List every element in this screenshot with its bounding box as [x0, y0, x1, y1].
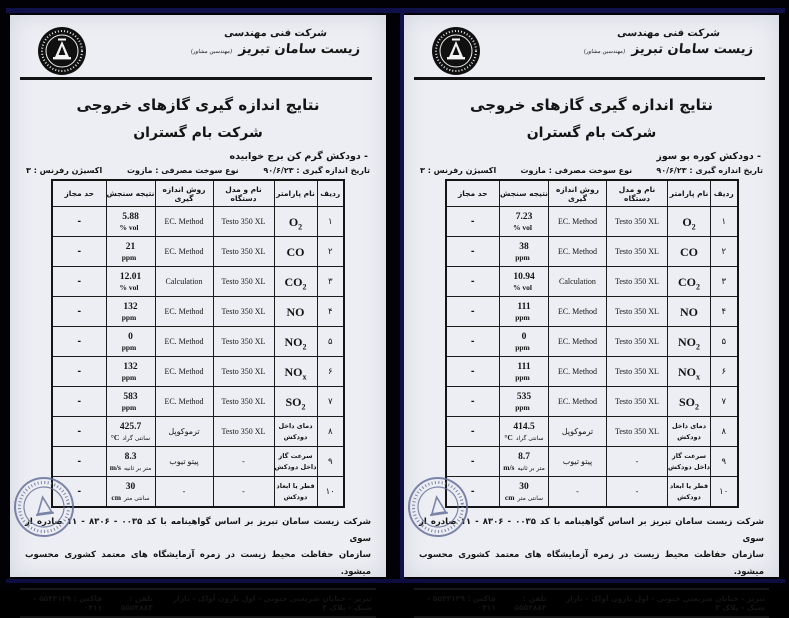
parameter-name: $O_2$ [274, 207, 317, 237]
permissible-limit: - [446, 237, 500, 267]
measurement-result: 21 ppm [106, 237, 155, 267]
measurement-method: EC. Method [549, 387, 607, 417]
device-model: Testo 350 XL [213, 297, 274, 327]
measurement-method: EC. Method [155, 387, 213, 417]
measurement-result: 10.94 % vol [500, 267, 549, 297]
results-table [445, 179, 739, 508]
table-row [52, 297, 344, 327]
measurement-result: 0 ppm [500, 327, 549, 357]
device-model: Testo 350 XL [607, 387, 668, 417]
measurement-result: 111 ppm [500, 357, 549, 387]
measurement-method: ترموکوپل [155, 417, 213, 447]
parameter-name: $CO_2$ [274, 267, 317, 297]
permissible-limit: - [446, 327, 500, 357]
measurement-method: EC. Method [155, 297, 213, 327]
table-row [52, 207, 344, 237]
permissible-limit: - [52, 297, 106, 327]
permissible-limit: - [52, 477, 106, 508]
row-number: ۷ [317, 387, 344, 417]
permissible-limit: - [446, 357, 500, 387]
report-page [404, 15, 779, 613]
zist-saman-stamp-icon [402, 471, 474, 543]
col-header-row-number: ردیف [317, 180, 344, 207]
device-model: Testo 350 XL [213, 387, 274, 417]
measurement-method: پیتو تیوب [155, 447, 213, 477]
permissible-limit: - [446, 447, 500, 477]
parameter-name: دمای داخل دودکش [668, 417, 711, 447]
letterhead [404, 24, 779, 82]
permissible-limit: - [52, 357, 106, 387]
contact-fax: فاکس : ۵۵۴۳۱۲۹ - ۰۴۱۱ [33, 594, 103, 613]
contact-phone: تلفن : ۵۵۵۴۸۸۴ [120, 594, 153, 613]
table-row [446, 327, 738, 357]
permissible-limit: - [52, 327, 106, 357]
measurement-result: 8.3 m/s متر بر ثانیه [106, 447, 155, 477]
table-row [446, 417, 738, 447]
parameter-name: $SO_2$ [668, 387, 711, 417]
measurement-result: 425.7 °C سانتی گراد [106, 417, 155, 447]
parameter-name: $NO_2$ [668, 327, 711, 357]
permissible-limit: - [446, 387, 500, 417]
col-header-result: نتیجه سنجش [500, 180, 549, 207]
table-row [52, 237, 344, 267]
table-row [52, 387, 344, 417]
chimney-label: - دودکش گرم کن برج خوابیده [229, 151, 368, 162]
parameter-name: $CO_2$ [668, 267, 711, 297]
device-model: - [607, 447, 668, 477]
permissible-limit: - [446, 417, 500, 447]
measurement-result: 111 ppm [500, 297, 549, 327]
parameter-name: دمای داخل دودکش [274, 417, 317, 447]
measurement-method: - [155, 477, 213, 508]
device-model: Testo 350 XL [213, 417, 274, 447]
certification-line-1: شرکت زیست سامان تبریز بر اساس گواهینامه با کد ۰۰۳۵ - ۸۳۰۶ - ۱۱ صادره از سوی [25, 517, 371, 544]
row-number: ۹ [317, 447, 344, 477]
measurement-result: 583 ppm [106, 387, 155, 417]
table-row [446, 357, 738, 387]
brand-line-small: (مهندسین مشاور) [583, 49, 626, 55]
parameter-name: $NO_x$ [668, 357, 711, 387]
parameter-name: $NO_x$ [274, 357, 317, 387]
fuel-type: نوع سوخت مصرفی : مازوت [520, 166, 633, 175]
report-title: نتایج اندازه گیری گازهای خروجی [76, 96, 320, 114]
col-header-parameter: نام پارامتر [668, 180, 711, 207]
row-number: ۴ [711, 297, 738, 327]
contact-address: تبریز - خیابان شریعتی جنوبی - اول بارون آواک - بازار شیک - پلاک ۳ [565, 594, 765, 613]
device-model: Testo 350 XL [213, 237, 274, 267]
row-number: ۳ [711, 267, 738, 297]
parameter-name: $SO_2$ [274, 387, 317, 417]
permissible-limit: - [446, 297, 500, 327]
device-model: Testo 350 XL [607, 327, 668, 357]
table-row [52, 417, 344, 447]
permissible-limit: - [446, 477, 500, 508]
permissible-limit: - [446, 207, 500, 237]
measurement-result: 30 cm سانتی متر [500, 477, 549, 508]
col-header-method: روش اندازه گیری [155, 180, 213, 207]
row-number: ۲ [317, 237, 344, 267]
device-model: Testo 350 XL [213, 327, 274, 357]
row-number: ۱ [711, 207, 738, 237]
measurement-method: Calculation [155, 267, 213, 297]
permissible-limit: - [52, 447, 106, 477]
measurement-result: 7.23 % vol [500, 207, 549, 237]
measurement-method: EC. Method [155, 357, 213, 387]
table-header-row [52, 180, 344, 207]
measurement-method: EC. Method [549, 357, 607, 387]
measurement-result: 535 ppm [500, 387, 549, 417]
chimney-label: - دودکش کوره بو سوز [656, 151, 761, 162]
table-row [52, 327, 344, 357]
device-model: Testo 350 XL [607, 297, 668, 327]
zist-saman-seal-icon [431, 26, 481, 76]
measurement-result: 132 ppm [106, 357, 155, 387]
client-company-name: شرکت بام گستران [526, 125, 657, 141]
device-model: Testo 350 XL [607, 237, 668, 267]
brand-line-small: (مهندسین مشاور) [190, 49, 233, 55]
row-number: ۴ [317, 297, 344, 327]
measurement-date: تاریخ اندازه گیری : ۹۰/۶/۲۳ [656, 166, 763, 175]
device-model: Testo 350 XL [607, 267, 668, 297]
col-header-device: نام و مدل دستگاه [607, 180, 668, 207]
table-row [446, 387, 738, 417]
table-row [52, 267, 344, 297]
parameter-name: CO [668, 237, 711, 267]
zist-saman-stamp-icon [8, 471, 80, 543]
zist-saman-seal-icon [37, 26, 87, 76]
table-row [446, 447, 738, 477]
brand-line-top: شرکت فنی مهندسی [616, 28, 721, 39]
permissible-limit: - [52, 417, 106, 447]
device-model: Testo 350 XL [607, 357, 668, 387]
row-number: ۸ [711, 417, 738, 447]
company-brand-block [191, 28, 360, 57]
measurement-method: - [549, 477, 607, 508]
table-row [446, 207, 738, 237]
measurement-meta-row [404, 166, 779, 175]
measurement-method: EC. Method [549, 297, 607, 327]
parameter-name: $NO_2$ [274, 327, 317, 357]
measurement-method: EC. Method [549, 327, 607, 357]
row-number: ۶ [711, 357, 738, 387]
row-number: ۲ [711, 237, 738, 267]
measurement-meta-row [10, 166, 386, 175]
client-company-name: شرکت بام گستران [133, 125, 263, 141]
brand-line-main: زیست سامان تبریز [237, 42, 361, 57]
contact-phone: تلفن : ۵۵۵۴۸۸۴ [514, 594, 547, 613]
certification-line-2: سازمان حفاظت محیط زیست در زمره آزمایشگاه های معتمد کشوری محسوب میشود. [25, 550, 371, 577]
parameter-name: CO [274, 237, 317, 267]
parameter-name: قطر یا ابعاد دودکش [274, 477, 317, 508]
row-number: ۵ [711, 327, 738, 357]
contact-address: تبریز - خیابان شریعتی جنوبی - اول بارون آواک - بازار شیک - پلاک ۳ [172, 594, 372, 613]
parameter-name: $O_2$ [668, 207, 711, 237]
measurement-result: 132 ppm [106, 297, 155, 327]
measurement-method: Calculation [549, 267, 607, 297]
device-model: Testo 350 XL [607, 417, 668, 447]
permissible-limit: - [52, 387, 106, 417]
oxygen-reference: اکسیژن رفرنس : ۳ [26, 166, 103, 175]
letterhead [10, 24, 386, 82]
table-row [446, 297, 738, 327]
device-model: Testo 350 XL [213, 207, 274, 237]
certification-line-2: سازمان حفاظت محیط زیست در زمره آزمایشگاه های معتمد کشوری محسوب میشود. [419, 550, 764, 577]
measurement-result: 8.7 m/s متر بر ثانیه [500, 447, 549, 477]
measurement-result: 5.88 % vol [106, 207, 155, 237]
measurement-date: تاریخ اندازه گیری : ۹۰/۶/۲۳ [263, 166, 370, 175]
contact-bar [20, 588, 376, 618]
table-row [446, 477, 738, 508]
device-model: Testo 350 XL [607, 207, 668, 237]
col-header-device: نام و مدل دستگاه [213, 180, 274, 207]
table-row [446, 237, 738, 267]
device-model: - [213, 447, 274, 477]
parameter-name: NO [274, 297, 317, 327]
row-number: ۱۰ [711, 477, 738, 508]
contact-fax: فاکس : ۵۵۴۳۱۲۹ - ۰۴۱۱ [427, 594, 496, 613]
device-model: - [213, 477, 274, 508]
measurement-method: ترموکوپل [549, 417, 607, 447]
header-rule [414, 77, 765, 80]
results-table [51, 179, 345, 508]
table-row [446, 267, 738, 297]
col-header-method: روش اندازه گیری [549, 180, 607, 207]
row-number: ۷ [711, 387, 738, 417]
measurement-method: EC. Method [155, 237, 213, 267]
oxygen-reference: اکسیژن رفرنس : ۳ [420, 166, 497, 175]
permissible-limit: - [52, 207, 106, 237]
parameter-name: سرعت گاز داخل دودکش [274, 447, 317, 477]
table-row [52, 357, 344, 387]
device-model: - [607, 477, 668, 508]
row-number: ۱ [317, 207, 344, 237]
measurement-method: EC. Method [549, 207, 607, 237]
measurement-result: 38 ppm [500, 237, 549, 267]
parameter-name: NO [668, 297, 711, 327]
table-row [52, 447, 344, 477]
permissible-limit: - [52, 267, 106, 297]
row-number: ۹ [711, 447, 738, 477]
certification-line-1: شرکت زیست سامان تبریز بر اساس گواهینامه با کد ۰۰۳۵ - ۸۳۰۶ - ۱۱ صادره از سوی [419, 517, 765, 544]
measurement-result: 414.5 °C سانتی گراد [500, 417, 549, 447]
report-page [10, 15, 386, 613]
table-row [52, 477, 344, 508]
report-title: نتایج اندازه گیری گازهای خروجی [470, 96, 713, 114]
measurement-result: 0 ppm [106, 327, 155, 357]
permissible-limit: - [52, 237, 106, 267]
measurement-method: پیتو تیوب [549, 447, 607, 477]
col-header-parameter: نام پارامتر [274, 180, 317, 207]
company-brand-block [584, 28, 753, 57]
contact-bar [414, 588, 769, 618]
row-number: ۸ [317, 417, 344, 447]
permissible-limit: - [446, 267, 500, 297]
fuel-type: نوع سوخت مصرفی : مازوت [126, 166, 239, 175]
row-number: ۳ [317, 267, 344, 297]
row-number: ۵ [317, 327, 344, 357]
row-number: ۱۰ [317, 477, 344, 508]
measurement-method: EC. Method [155, 327, 213, 357]
device-model: Testo 350 XL [213, 357, 274, 387]
col-header-limit: حد مجاز [446, 180, 500, 207]
col-header-result: نتیجه سنجش [106, 180, 155, 207]
col-header-limit: حد مجاز [52, 180, 106, 207]
device-model: Testo 350 XL [213, 267, 274, 297]
col-header-row-number: ردیف [711, 180, 738, 207]
parameter-name: قطر یا ابعاد دودکش [668, 477, 711, 508]
measurement-result: 30 cm سانتی متر [106, 477, 155, 508]
table-header-row [446, 180, 738, 207]
brand-line-main: زیست سامان تبریز [630, 42, 754, 57]
row-number: ۶ [317, 357, 344, 387]
measurement-method: EC. Method [155, 207, 213, 237]
brand-line-top: شرکت فنی مهندسی [223, 28, 328, 39]
parameter-name: سرعت گاز داخل دودکش [668, 447, 711, 477]
measurement-result: 12.01 % vol [106, 267, 155, 297]
measurement-method: EC. Method [549, 237, 607, 267]
header-rule [20, 77, 372, 80]
